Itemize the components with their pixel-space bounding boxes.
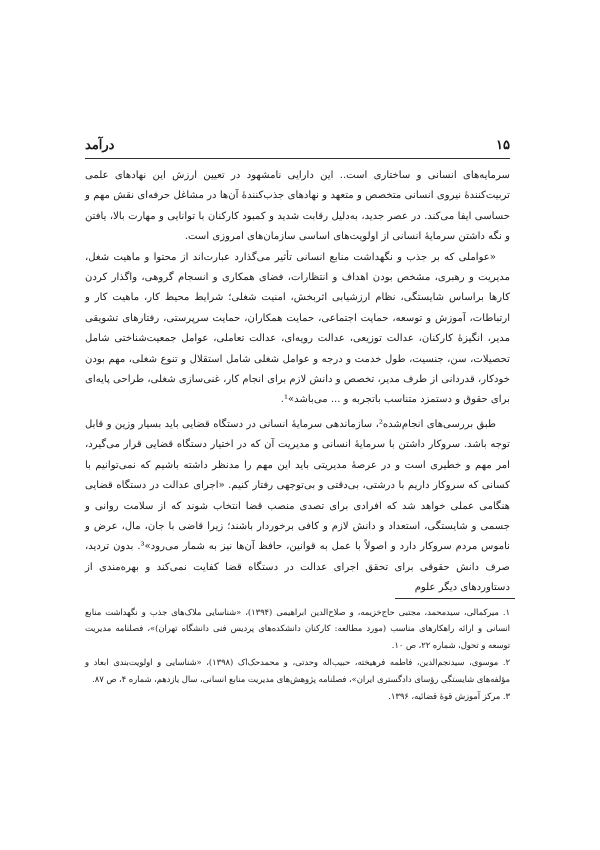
paragraph-2: «عواملی که بر جذب و نگهداشت منابع انسانی تأثیر می‌گذارد عبارت‌اند از محتوا و ماهیت شغل، مدیریت و رهبری، مشخص بودن اهداف و انتظارات، فضای همکاری و انسجام گروهی، واگذار کردن کارها براساس شایستگی، نظام ارزشیابی اثربخش، امنیت شغلی؛ شرایط محیط کار، ماهیت کار و ارتباطات، آموزش و توسعه، حمایت اجتماعی، حمایت همکاران، حمایت سرپرستی، رفتارهای تشویقی مدیر، انگیزهٔ کارکنان، عدالت توزیعی، عدالت رویه‌ای، عدالت تعاملی، عوامل جمعیت‌شناختی شامل تحصیلات، سن، جنسیت، طول خدمت و درجه و عوامل شغلی شامل استقلال و تنوع شغلی، مهم بودن خودکار، قدردانی از طرف مدیر، تخصص و دانش لازم برای انجام کار، غنی‌سازی شغلی، طراحی پایه‌ای برای حقوق و دستمزد متناسب باتجربه و ... می‌باشد»¹.: [85, 251, 510, 406]
running-title: درآمد: [85, 138, 115, 153]
footnote-2: ۲. موسوی، سیدنجم‌الدین، فاطمه فرهیخته، حبیب‌اله وحدتی، و محمدحک‌اک (۱۳۹۸)، «شناسایی و اولویت‌بندی ابعاد و مؤلفه‌های شایستگی رؤسای دادگستری ایران»، فصلنامه پژوهش‌های مدیریت منابع انسانی، سال یازدهم، شماره ۴، ص ۸۷.: [85, 657, 510, 684]
paragraph-1: سرمایه‌های انسانی و ساختاری است.. این دارایی نامشهود در تعیین ارزش این نهادهای علمی تربیت‌کنندهٔ نیروی انسانی متخصص و متعهد و نهادهای جذب‌کنندهٔ آن‌ها در مشاغل حرفه‌ای نقش مهم و حساسی ایفا می‌کند. در عصر جدید، به‌دلیل رقابت شدید و کمبود کارکنان با توانایی و مهارت بالا، یافتن و نگه داشتن سرمایهٔ انسانی از اولویت‌های اساسی سازمان‌های امروزی است.: [85, 170, 510, 243]
running-header: [85, 136, 510, 159]
footnote-1: ۱. میرکمالی، سیدمحمد، مجتبی حاج‌خزیمه، و صلاح‌الدین ابراهیمی (۱۳۹۴)، «شناسایی ملاک‌های جذب و نگهداشت منابع انسانی و ارائه راهکارهای مناسب (مورد مطالعه: کارکنان دانشکده‌های پردیس فنی دانشگاه تهران)»، فصلنامه مدیریت توسعه و تحول، شماره ۲۲، ص ۱۰.: [85, 607, 510, 650]
footnotes: [85, 604, 510, 704]
paragraph-3: طبق بررسی‌های انجام‌شده²، سازماندهی سرمایهٔ انسانی در دستگاه قضایی باید بسیار وزین و قابل توجه باشد. سروکار داشتن با سرمایهٔ انسانی و مدیریت آن که در اختیار دستگاه قضایی قرار می‌گیرد، امر مهم و خطیری است و در عرصهٔ مدیریتی باید این مهم را مدنظر داشته باشیم که نمی‌توانیم با کسانی که سروکار داریم با درشتی، بی‌دقتی و بی‌توجهی رفتار کنیم. «اجرای عدالت در دستگاه قضایی هنگامی عملی خواهد شد که افرادی برای تصدی منصب قضا انتخاب شوند که از سلامت روانی و جسمی و شایستگی، استعداد و دانش لازم و کافی برخوردار باشند؛ زیرا قاضی با جان، مال، عرض و ناموس مردم سروکار دارد و اصولاً با عمل به قوانین، حافظ آن‌ها نیز به شمار می‌رود»³. بدون تردید، صرف دانش حقوقی برای تحقق اجرای عدالت در دستگاه قضا کفایت نمی‌کند و بهره‌مندی از دستاوردهای دیگر علوم: [85, 418, 510, 594]
page-number: ۱۵: [496, 138, 510, 153]
body-text: [85, 166, 510, 599]
footnote-separator: [395, 598, 515, 599]
footnote-3: ۳. مرکز آموزش قوهٔ قضائیه، ۱۳۹۶.: [388, 691, 510, 702]
